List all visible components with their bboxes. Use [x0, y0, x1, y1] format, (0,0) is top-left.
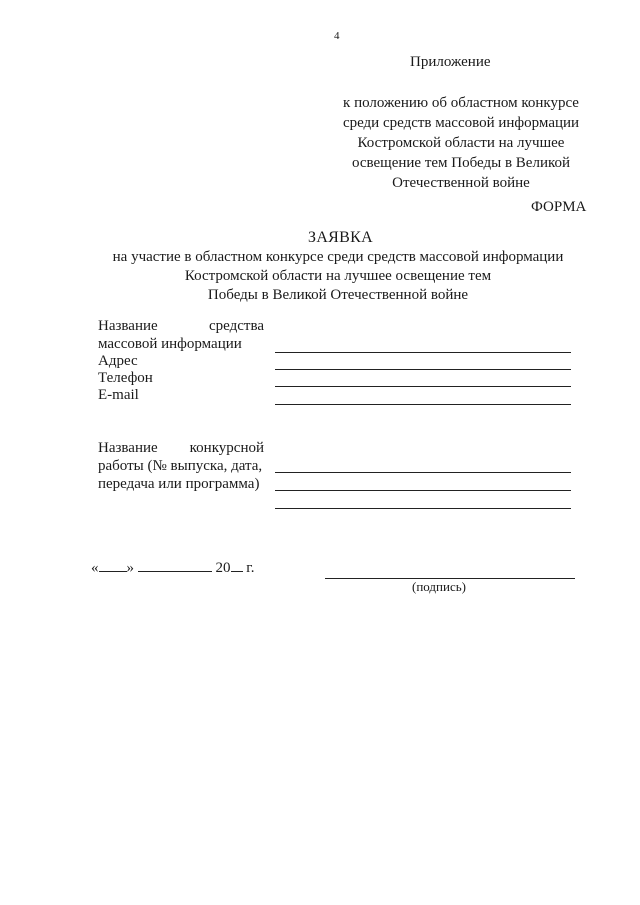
date-field — [91, 559, 254, 577]
address-field[interactable] — [275, 369, 571, 370]
year-blank[interactable] — [231, 559, 243, 572]
appendix-line: к положению об областном конкурсе — [343, 95, 579, 111]
media-name-word: средства — [208, 318, 264, 334]
application-title: ЗАЯВКА — [308, 229, 373, 246]
appendix-subtitle — [318, 93, 604, 193]
date-close-quote: » — [126, 560, 134, 576]
address-label: Адрес — [98, 353, 138, 369]
signature-caption: (подпись) — [412, 579, 466, 594]
work-name-label — [98, 439, 264, 493]
media-name-field[interactable] — [275, 352, 571, 353]
form-label: ФОРМА — [531, 199, 587, 215]
application-line: Победы в Великой Отечественной войне — [207, 287, 469, 303]
media-name-line2: массовой информации — [98, 336, 242, 352]
application-line: Костромской области на лучшее освещение тем — [184, 268, 492, 284]
year-suffix: г. — [246, 560, 255, 576]
work-name-line3: передача или программа) — [98, 476, 260, 492]
page-number: 4 — [334, 30, 340, 42]
work-name-field-1[interactable] — [275, 472, 571, 473]
application-line: на участие в областном конкурсе среди средств массовой информации — [112, 249, 564, 265]
work-name-field-3[interactable] — [275, 508, 571, 509]
day-blank[interactable] — [99, 559, 127, 572]
appendix-line: Отечественной войне — [392, 175, 530, 191]
appendix-title: Приложение — [410, 54, 491, 70]
work-name-word: Название — [98, 440, 158, 456]
appendix-line: Костромской области на лучшее — [357, 135, 565, 151]
email-label: E-mail — [98, 387, 139, 403]
month-blank[interactable] — [138, 559, 212, 572]
date-open-quote: « — [91, 560, 99, 576]
work-name-field-2[interactable] — [275, 490, 571, 491]
phone-field[interactable] — [275, 386, 571, 387]
appendix-line: освещение тем Победы в Великой — [351, 155, 571, 171]
application-subtitle — [100, 248, 576, 305]
media-name-word: Название — [98, 318, 158, 334]
work-name-line2: работы (№ выпуска, дата, — [98, 458, 263, 474]
work-name-word: конкурсной — [189, 440, 264, 456]
email-field[interactable] — [275, 404, 571, 405]
phone-label: Телефон — [98, 370, 153, 386]
appendix-line: среди средств массовой информации — [342, 115, 580, 131]
year-prefix: 20 — [215, 560, 231, 576]
media-name-label — [98, 317, 264, 353]
